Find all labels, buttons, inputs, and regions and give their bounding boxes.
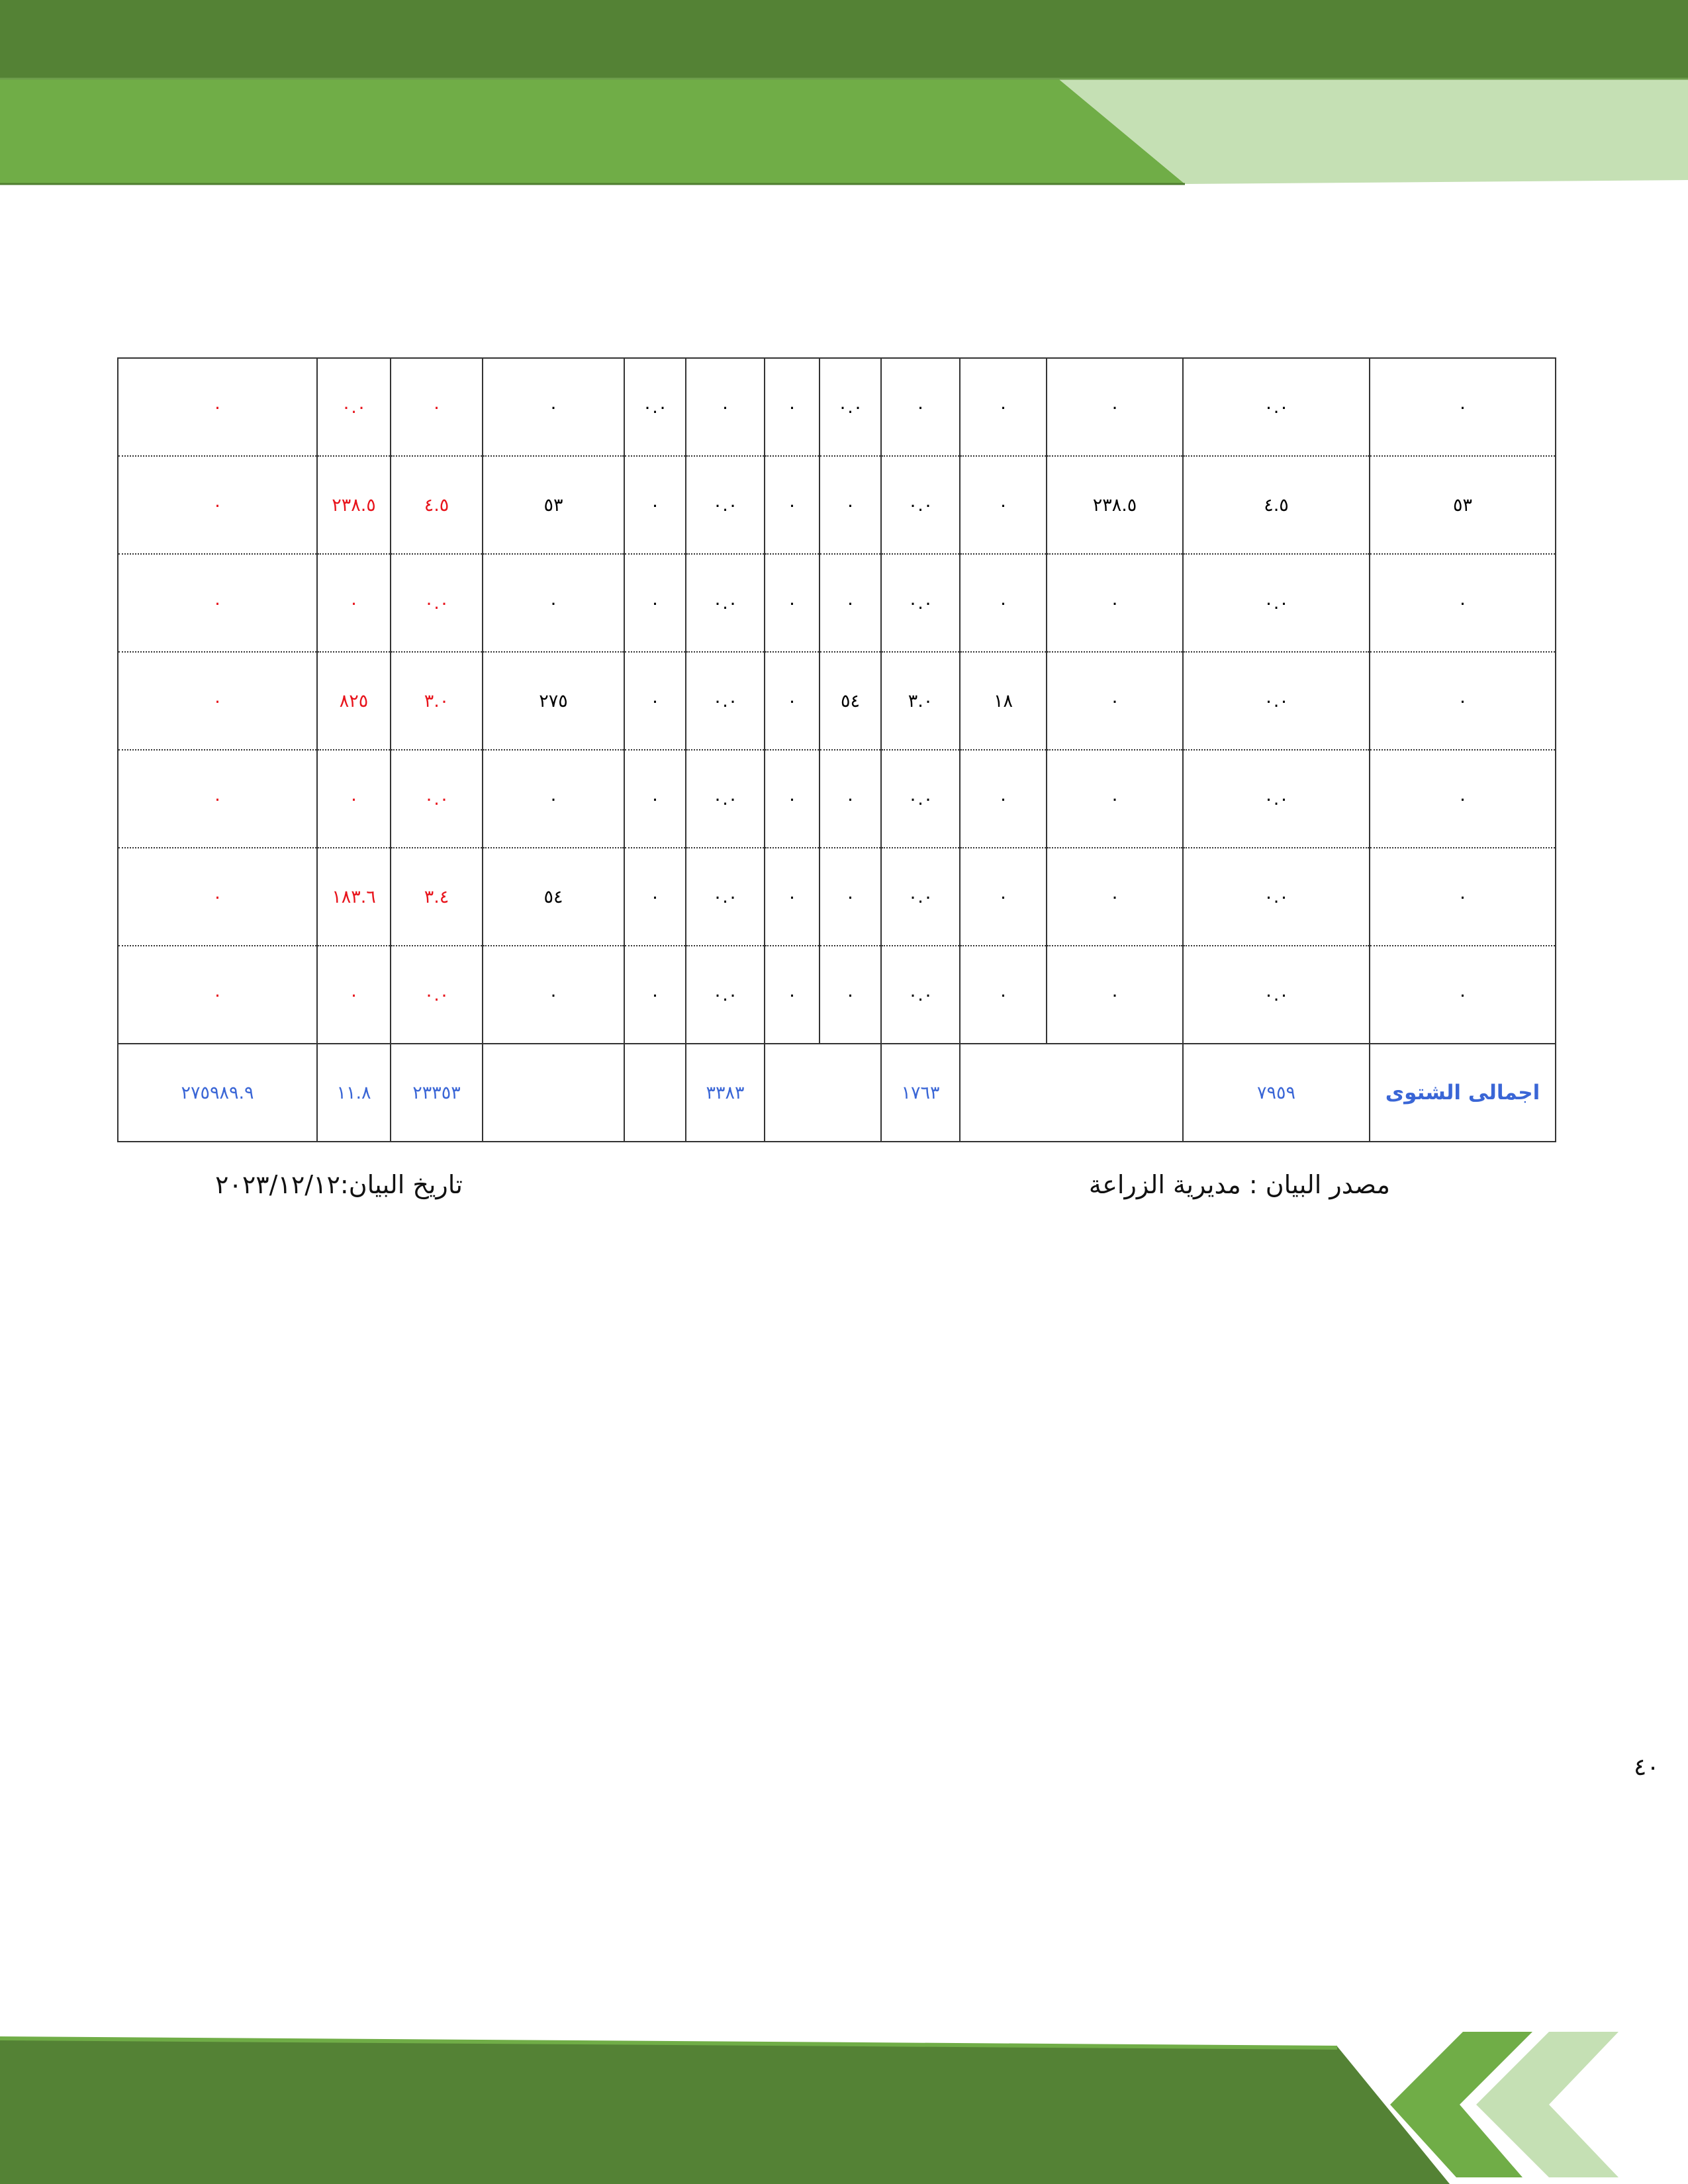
source-note: مصدر البيان : مديرية الزراعة	[1088, 1170, 1390, 1199]
table-cell: ٠.٠	[686, 848, 765, 946]
table-cell: ٠.٠	[1183, 946, 1370, 1044]
table-cell: ٠	[820, 554, 881, 652]
table-cell: ٠	[765, 848, 820, 946]
total-cell: ٧٩٥٩	[1183, 1044, 1370, 1142]
table-cell: ٠	[960, 358, 1047, 456]
table-row	[118, 652, 1556, 750]
total-cell	[483, 1044, 624, 1142]
table-cell: ٠.٠	[881, 456, 960, 554]
table-cell: ٠	[765, 358, 820, 456]
table-cell: ٠	[624, 554, 686, 652]
table-cell: ٠	[1370, 554, 1556, 652]
table-cell: ٠	[1370, 358, 1556, 456]
table-cell: ٤.٥	[391, 456, 483, 554]
table-cell: ٠	[317, 750, 391, 848]
table-cell: ٠	[118, 554, 317, 652]
table-cell: ٠	[765, 554, 820, 652]
table-cell: ٠	[483, 554, 624, 652]
table-cell: ٠	[960, 848, 1047, 946]
table-cell: ٠	[483, 750, 624, 848]
table-cell: ٠	[765, 750, 820, 848]
table-cell: ٠	[1370, 848, 1556, 946]
table-cell: ٠.٠	[881, 848, 960, 946]
table-cell: ٠	[118, 652, 317, 750]
table-cell: ٥٤	[483, 848, 624, 946]
table-cell: ٢٧٥	[483, 652, 624, 750]
table-cell: ٠	[1370, 652, 1556, 750]
table-row	[118, 358, 1556, 456]
table-cell: ٠.٠	[1183, 358, 1370, 456]
table-cell: ٥٣	[1370, 456, 1556, 554]
date-note: تاريخ البيان:٢٠٢٣/١٢/١٢	[215, 1170, 463, 1199]
table-cell: ٠	[483, 358, 624, 456]
table-cell: ٠	[960, 554, 1047, 652]
table-cell: ٥٤	[820, 652, 881, 750]
table-cell: ٠	[820, 848, 881, 946]
table-cell: ٨٢٥	[317, 652, 391, 750]
table-cell: ٤.٥	[1183, 456, 1370, 554]
table-row	[118, 456, 1556, 554]
table-cell: ٠	[1047, 358, 1183, 456]
table-row	[118, 750, 1556, 848]
table-cell: ١٨	[960, 652, 1047, 750]
table-cell: ٠	[624, 456, 686, 554]
table-cell: ٠.٠	[686, 750, 765, 848]
table-cell: ٠	[118, 848, 317, 946]
total-cell: ٣٣٨٣	[686, 1044, 765, 1142]
table-cell: ٠	[960, 946, 1047, 1044]
table-cell: ٠	[820, 946, 881, 1044]
table-cell: ٠	[483, 946, 624, 1044]
table-cell: ٠	[624, 750, 686, 848]
table-cell: ٠	[686, 358, 765, 456]
table-cell: ٠.٠	[1183, 554, 1370, 652]
total-cell	[960, 1044, 1183, 1142]
table-cell: ٠	[765, 946, 820, 1044]
table-cell: ٠	[624, 848, 686, 946]
total-row	[118, 1044, 1556, 1142]
table-cell: ٠	[960, 456, 1047, 554]
table-cell: ٠.٠	[1183, 652, 1370, 750]
page-number: ٤٠	[1634, 1754, 1660, 1781]
total-label: اجمالى الشتوى	[1370, 1044, 1556, 1142]
table-cell: ٠.٠	[1183, 750, 1370, 848]
table-cell: ٠.٠	[391, 946, 483, 1044]
table-cell: ٠	[1047, 750, 1183, 848]
table-row	[118, 848, 1556, 946]
table-cell: ١٨٣.٦	[317, 848, 391, 946]
table-cell: ٠.٠	[881, 750, 960, 848]
table-cell: ٥٣	[483, 456, 624, 554]
table-cell: ٠.٠	[317, 358, 391, 456]
table-cell: ٠	[881, 358, 960, 456]
table-cell: ٠	[391, 358, 483, 456]
table-cell: ٠.٠	[391, 554, 483, 652]
table-cell: ٠.٠	[881, 554, 960, 652]
table-cell: ٠.٠	[1183, 848, 1370, 946]
total-cell: ١٧٦٣	[881, 1044, 960, 1142]
table-cell: ٠	[1047, 554, 1183, 652]
table-row	[118, 946, 1556, 1044]
table-row	[118, 554, 1556, 652]
table-cell: ٠	[624, 946, 686, 1044]
table-cell: ٢٣٨.٥	[317, 456, 391, 554]
table-cell: ٠.٠	[686, 456, 765, 554]
table-cell: ٠	[118, 456, 317, 554]
table-cell: ٠.٠	[391, 750, 483, 848]
total-cell: ٢٧٥٩٨٩.٩	[118, 1044, 317, 1142]
table-cell: ٠	[1370, 750, 1556, 848]
chevron-mid-icon	[1390, 2032, 1532, 2177]
table-cell: ٠	[118, 358, 317, 456]
table-cell: ٠.٠	[820, 358, 881, 456]
table-cell: ٠.٠	[686, 554, 765, 652]
header-banner	[0, 0, 1688, 192]
table-cell: ٠.٠	[624, 358, 686, 456]
table-cell: ٠.٠	[686, 946, 765, 1044]
total-cell	[624, 1044, 686, 1142]
total-cell: ٢٣٣٥٣	[391, 1044, 483, 1142]
table-cell: ٠	[1047, 652, 1183, 750]
table-cell: ٢٣٨.٥	[1047, 456, 1183, 554]
table-cell: ٠	[1370, 946, 1556, 1044]
total-cell	[765, 1044, 881, 1142]
table-cell: ٠.٠	[686, 652, 765, 750]
table-cell: ٠	[820, 750, 881, 848]
crops-table	[117, 357, 1556, 1142]
table-cell: ٠.٠	[881, 946, 960, 1044]
table-cell: ٠	[960, 750, 1047, 848]
table-cell: ٠	[765, 456, 820, 554]
table-cell: ٠	[118, 946, 317, 1044]
table-cell: ٠	[1047, 946, 1183, 1044]
table-cell: ٠	[317, 554, 391, 652]
table-cell: ٣.٤	[391, 848, 483, 946]
table-cell: ٠	[820, 456, 881, 554]
table-cell: ٣.٠	[881, 652, 960, 750]
table-cell: ٠	[765, 652, 820, 750]
total-cell: ١١.٨	[317, 1044, 391, 1142]
table-cell: ٠	[317, 946, 391, 1044]
chevron-light-icon	[1476, 2032, 1618, 2177]
table-cell: ٠	[1047, 848, 1183, 946]
table-cell: ٠	[624, 652, 686, 750]
table-cell: ٣.٠	[391, 652, 483, 750]
table-cell: ٠	[118, 750, 317, 848]
